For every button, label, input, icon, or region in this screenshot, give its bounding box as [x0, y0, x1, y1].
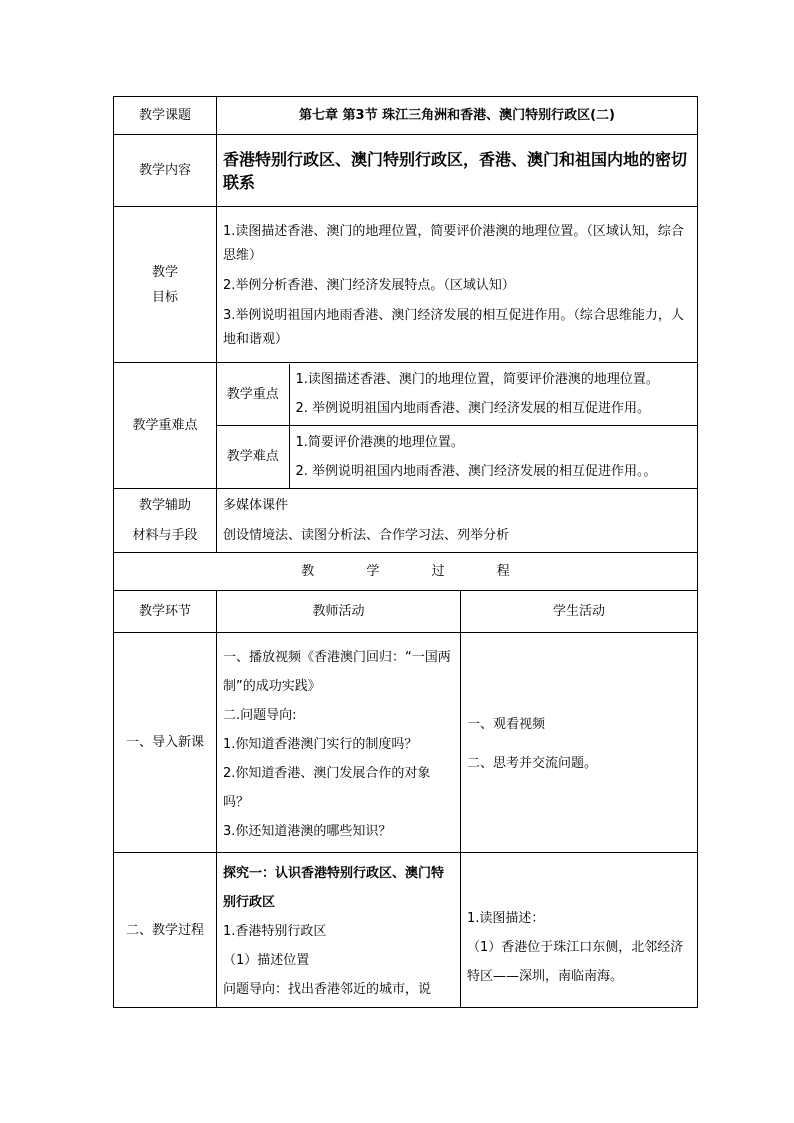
key-point-content — [289, 364, 697, 426]
process-header-row — [114, 553, 698, 591]
intro-teacher-item-4: 2.你知道香港、澳门发展合作的对象吗？ — [223, 765, 431, 810]
stage-process-name: 二、教学过程 — [114, 853, 217, 1008]
topic-row — [114, 97, 698, 135]
aids-label — [114, 489, 217, 553]
intro-student-item-1: 一、观看视频 — [467, 717, 546, 732]
difficult-point-content — [289, 426, 697, 488]
objectives-content — [217, 207, 698, 363]
process-char-2: 学 — [366, 564, 380, 579]
stage-intro-student — [461, 633, 698, 853]
lesson-plan-table — [113, 96, 698, 1008]
column-student-header: 学生活动 — [461, 591, 698, 633]
content-value: 香港特别行政区、澳门特别行政区，香港、澳门和祖国内地的密切联系 — [217, 135, 698, 207]
topic-label: 教学课题 — [114, 97, 217, 135]
objective-item-3: 3.举例说明祖国内地雨香港、澳门经济发展的相互促进作用。（综合思维能力，人地和谐观） — [223, 307, 684, 347]
stage-row-process — [114, 853, 698, 1008]
process-student-item-1: 1.读图描述： — [467, 910, 545, 926]
difficult-point-label: 教学难点 — [217, 426, 289, 488]
objectives-label-line2: 目标 — [151, 289, 178, 305]
objectives-row — [114, 207, 698, 363]
intro-teacher-item-5: 3.你还知道港澳的哪些知识？ — [223, 823, 392, 839]
process-student-item-2: （1）香港位于珠江口东侧，北邻经济特区——深圳，南临南海。 — [467, 939, 684, 984]
intro-teacher-item-3: 1.你知道香港澳门实行的制度吗？ — [223, 736, 418, 752]
process-teacher-item-1: 1.香港特别行政区 — [223, 923, 327, 939]
difficult-point-item-1: 1.简要评价港澳的地理位置。 — [295, 434, 464, 450]
objectives-label — [114, 207, 217, 363]
aids-row — [114, 489, 698, 553]
stage-process-student — [461, 853, 698, 1008]
key-difficult-label: 教学重难点 — [114, 363, 217, 489]
key-point-item-1: 1.读图描述香港、澳门的地理位置，简要评价港澳的地理位置。 — [295, 372, 659, 388]
key-point-item-2: 2. 举例说明祖国内地雨香港、澳门经济发展的相互促进作用。 — [295, 401, 651, 417]
intro-student-item-2: 二、思考并交流问题。 — [467, 756, 598, 771]
aids-label-line1: 教学辅助 — [138, 497, 191, 513]
process-teacher-item-2: （1）描述位置 — [223, 952, 310, 968]
process-char-1: 教 — [301, 564, 315, 579]
process-teacher-item-3: 问题导向：找出香港邻近的城市，说 — [223, 981, 432, 997]
stage-row-intro — [114, 633, 698, 853]
process-char-4: 程 — [496, 564, 510, 579]
difficult-point-row — [217, 426, 697, 488]
intro-teacher-item-2: 二.问题导向: — [223, 707, 297, 723]
key-difficult-subtable — [217, 364, 697, 488]
intro-teacher-item-1: 一、播放视频《香港澳门回归：“一国两制”的成功实践》 — [223, 649, 451, 694]
key-point-row — [217, 364, 697, 426]
aids-item-2: 创设情境法、读图分析法、合作学习法、列举分析 — [223, 527, 510, 543]
aids-item-1: 多媒体课件 — [223, 497, 289, 513]
stage-intro-teacher — [217, 633, 461, 853]
key-difficult-content — [217, 363, 698, 489]
process-teacher-heading: 探究一：认识香港特别行政区、澳门特别行政区 — [223, 865, 445, 910]
column-header-row — [114, 591, 698, 633]
difficult-point-item-2: 2. 举例说明祖国内地雨香港、澳门经济发展的相互促进作用。。 — [295, 463, 657, 479]
objective-item-2: 2.举例分析香港、澳门经济发展特点。（区域认知） — [223, 277, 515, 293]
key-difficult-row — [114, 363, 698, 489]
column-teacher-header: 教师活动 — [217, 591, 461, 633]
topic-value: 第七章 第3节 珠江三角洲和香港、澳门特别行政区(二) — [217, 97, 698, 135]
stage-intro-name: 一、导入新课 — [114, 633, 217, 853]
aids-label-line2: 材料与手段 — [132, 527, 198, 543]
aids-content — [217, 489, 698, 553]
column-stage-header: 教学环节 — [114, 591, 217, 633]
objectives-label-line1: 教学 — [151, 264, 178, 280]
process-char-3: 过 — [431, 564, 445, 579]
content-row — [114, 135, 698, 207]
key-point-label: 教学重点 — [217, 364, 289, 426]
objective-item-1: 1.读图描述香港、澳门的地理位置，简要评价港澳的地理位置。（区域认知，综合思维） — [223, 223, 684, 263]
stage-process-teacher — [217, 853, 461, 1008]
content-label: 教学内容 — [114, 135, 217, 207]
process-header — [114, 553, 698, 591]
